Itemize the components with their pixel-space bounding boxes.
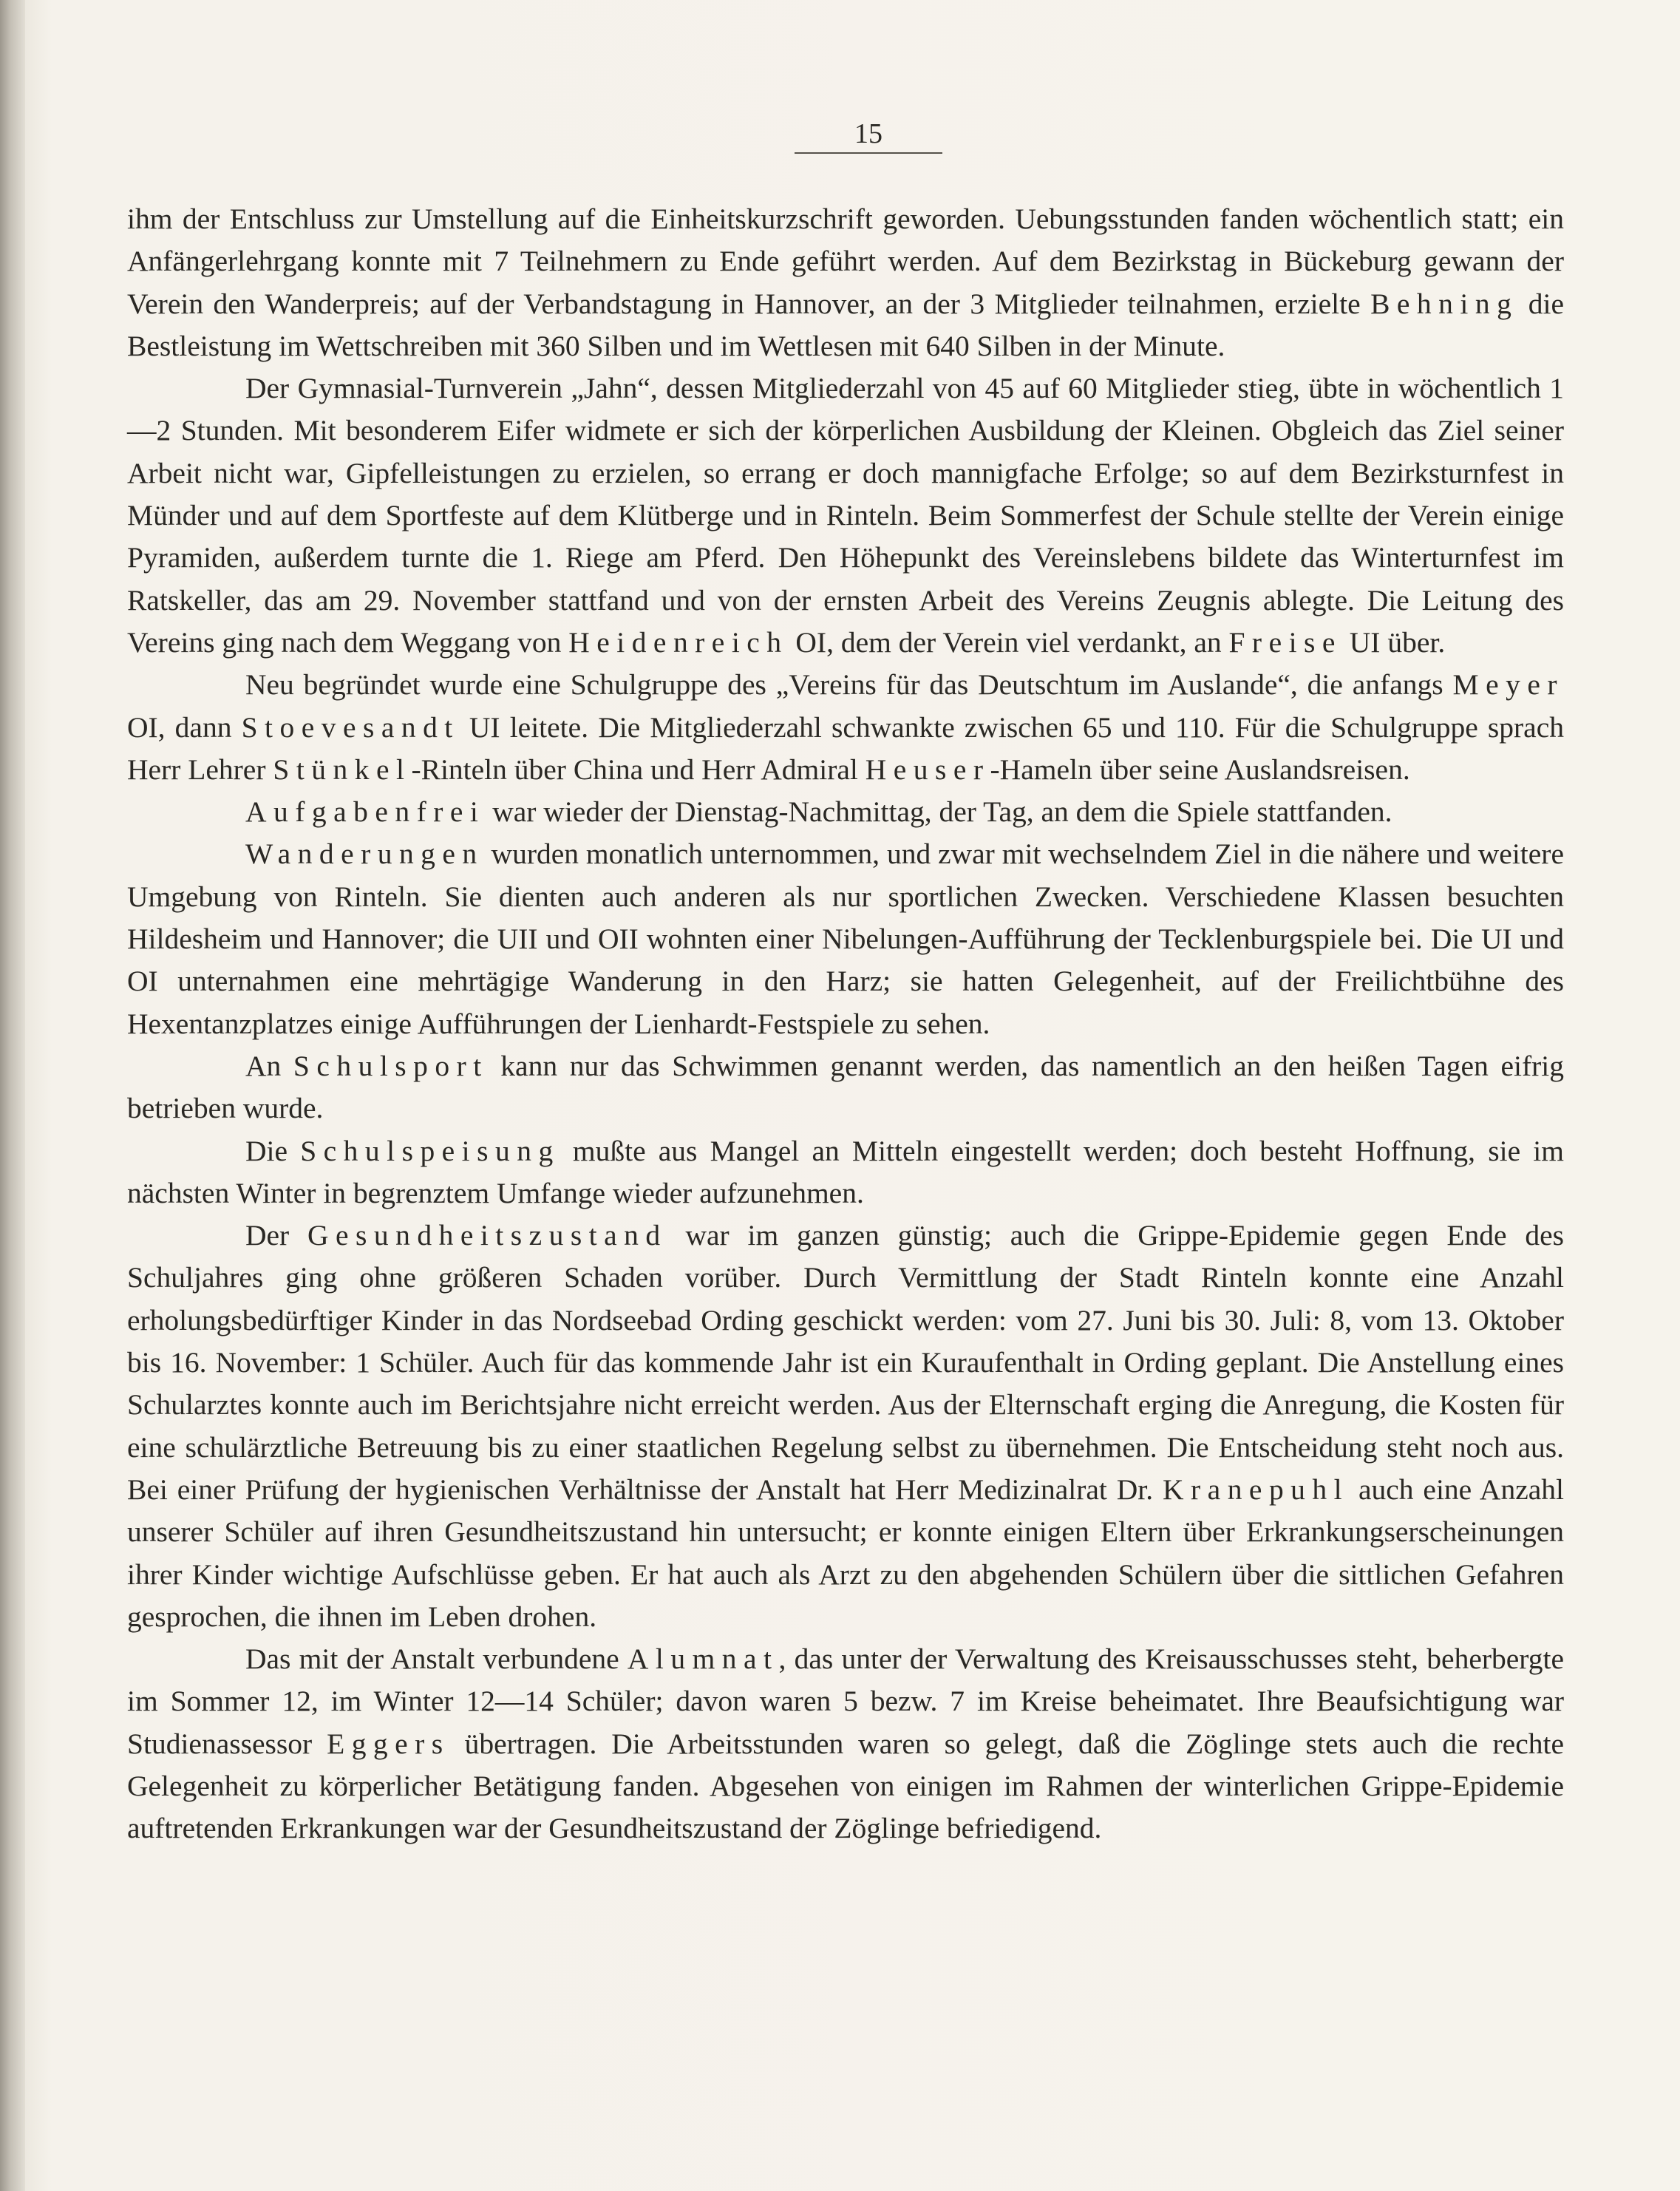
spaced-name-behning: Behning [1370, 287, 1519, 320]
text-run: Neu begründet wurde eine Schulgruppe des „Vereins für das Deutschtum im Auslande“, die anfangs [245, 668, 1453, 702]
text-run: OI, dem der Verein viel verdankt, an [788, 625, 1229, 659]
paragraph-excursions [127, 833, 1564, 1044]
text-run: UI leitete. Die Mitgliederzahl schwankte zwischen 65 und 110. Für die Schulgruppe sprach Herr Lehrer [127, 710, 1564, 786]
spaced-term-aufgabenfrei: Aufgabenfrei [245, 795, 486, 829]
spaced-name-freise: Freise [1228, 625, 1342, 659]
paragraph-stenography-club [127, 198, 1564, 367]
page-binding-edge [0, 0, 25, 2191]
document-body [127, 198, 1564, 1850]
text-run: An [245, 1049, 293, 1082]
text-run: war wieder der Dienstag-Nachmittag, der Tag, an dem die Spiele stattfanden. [485, 795, 1392, 829]
text-run: OI, dann [127, 710, 242, 744]
spaced-term-wanderungen: Wanderungen [245, 838, 484, 871]
spaced-name-stoevesandt: Stoevesandt [241, 710, 460, 744]
text-run: ihm der Entschluss zur Umstellung auf die Einheitskurzschrift geworden. Uebungsstunden fanden wöchentlich statt; ein Anfängerlehrgang konnte mit 7 Teilnehmern zu Ende geführt werden. Auf dem Bezirkstag in Bückeburg gewann der Verein den Wanderpreis; auf der Verbandstagung in Hannover, an der 3 Mitglieder teilnahmen, erzielte [127, 203, 1564, 320]
paragraph-school-sport [127, 1045, 1564, 1130]
text-run: auch eine Anzahl unserer Schüler auf ihren Gesundheitszustand hin untersucht; er konnte einigen Eltern über Erkrankungserscheinungen ihrer Kinder wichtige Aufschlüsse geben. Er hat auch als Arzt zu den abgehenden Schülern über die sittlichen Gefahren gesprochen, die ihnen im Leben drohen. [127, 1472, 1564, 1633]
text-run: -Hameln über seine Auslandsreisen. [990, 753, 1410, 786]
spaced-term-schulspeisung: Schulspeisung [300, 1134, 560, 1167]
text-run: mußte aus Mangel an Mitteln eingestellt werden; doch besteht Hoffnung, sie im nächsten Winter in begrenztem Umfange wieder aufzunehmen. [127, 1134, 1564, 1209]
spaced-name-heuser: Heuser [865, 753, 990, 786]
text-run: Der Gymnasial-Turnverein „Jahn“, dessen Mitgliederzahl von 45 auf 60 Mitglieder stieg, übte in wöchentlich 1—2 Stunden. Mit besonderem Eifer widmete er sich der körperlichen Ausbildung der Kleinen. Obgleich das Ziel seiner Arbeit nicht war, Gipfelleistungen zu erzielen, so errang er doch mannigfache Erfolge; so auf dem Bezirksturnfest in Münder und auf dem Sportfeste auf dem Klütberge und in Rinteln. Beim Sommerfest der Schule stellte der Verein einige Pyramiden, außerdem turnte die 1. Riege am Pferd. Den Höhepunkt des Vereinslebens bildete das Winterturnfest im Ratskeller, das am 29. November stattfand und von der ernsten Arbeit des Vereins Zeugnis ablegte. Die Leitung des Vereins ging nach dem Weggang von [127, 372, 1564, 659]
paragraph-homework-free [127, 791, 1564, 833]
spaced-name-meyer: Meyer [1452, 668, 1564, 702]
paragraph-gymnastics-club [127, 367, 1564, 664]
spaced-term-schulsport: Schulsport [293, 1049, 489, 1082]
page-number-rule [795, 152, 942, 154]
spaced-name-eggers: Eggers [327, 1727, 450, 1760]
text-run: übertragen. Die Arbeitsstunden waren so gelegt, daß die Zöglinge stets auch die rechte Gelegenheit zu körperlicher Betätigung fanden. Abgesehen von einigen im Rahmen der winterlichen Grippe-Epidemie auftretenden Erkrankungen war der Gesundheitszustand der Zöglinge befriedigend. [127, 1727, 1565, 1845]
text-run: Der [245, 1219, 308, 1252]
text-run: Das mit der Anstalt verbundene [245, 1643, 628, 1676]
text-run: die Bestleistung im Wettschreiben mit 360 Silben und im Wettlesen mit 640 Silben in der Minute. [127, 287, 1564, 362]
paragraph-health [127, 1215, 1564, 1638]
text-run: kann nur das Schwimmen genannt werden, das namentlich an den heißen Tagen eifrig betrieben wurde. [127, 1049, 1564, 1125]
text-run: -Rinteln über China und Herr Admiral [411, 753, 865, 786]
spaced-name-heidenreich: Heidenreich [568, 625, 789, 659]
text-run: wurden monatlich unternommen, und zwar mit wechselndem Ziel in die nähere und weitere Umgebung von Rinteln. Sie dienten auch anderen als nur sportlichen Zwecken. Verschiedene Klassen besuchten Hildesheim und Hannover; die UII und OII wohnten einer Nibelungen-Aufführung der Tecklenburgspiele bei. Die UI und OI unternahmen eine mehrtägige Wanderung in den Harz; sie hatten Gelegenheit, auf der Freilichtbühne des Hexentanzplatzes einige Aufführungen der Lienhardt-Festspiele zu sehen. [127, 838, 1564, 1040]
spaced-term-alumnat: Alumnat [627, 1643, 779, 1676]
text-run: war im ganzen günstig; auch die Grippe-Epidemie gegen Ende des Schuljahres ging ohne größeren Schaden vorüber. Durch Vermittlung der Stadt Rinteln konnte eine Anzahl erholungsbedürftiger Kinder in das Nordseebad Ording geschickt werden: vom 27. Juni bis 30. Juli: 8, vom 13. Oktober bis 16. November: 1 Schüler. Auch für das kommende Jahr ist ein Kuraufenthalt in Ording geplant. Die Anstellung eines Schularztes konnte auch im Berichtsjahre nicht erreicht werden. Aus der Elternschaft erging die Anregung, die Kosten für eine schulärztliche Betreuung bis zu einer staatlichen Regelung selbst zu übernehmen. Die Entscheidung steht noch aus. Bei einer Prüfung der hygienischen Verhältnisse der Anstalt hat Herr Medizinalrat Dr. [127, 1219, 1564, 1506]
text-run: UI über. [1341, 625, 1446, 659]
page-number: 15 [854, 118, 882, 149]
text-run: Die [245, 1134, 301, 1167]
spaced-name-stuenkel: Stünkel [273, 753, 412, 786]
spaced-term-gesundheitszustand: Gesundheitszustand [307, 1219, 667, 1252]
paragraph-school-meals [127, 1130, 1564, 1215]
text-run: , das unter der Verwaltung des Kreisausschusses steht, beherbergte im Sommer 12, im Winter 12—14 Schüler; davon waren 5 bezw. 7 im Kreise beheimatet. Ihre Beaufsichtigung war Studienassessor [127, 1643, 1564, 1760]
page-header [772, 117, 965, 154]
spaced-name-kranepuhl: Kranepuhl [1163, 1472, 1350, 1506]
paragraph-school-group [127, 664, 1564, 791]
paragraph-boarding-house [127, 1638, 1564, 1849]
